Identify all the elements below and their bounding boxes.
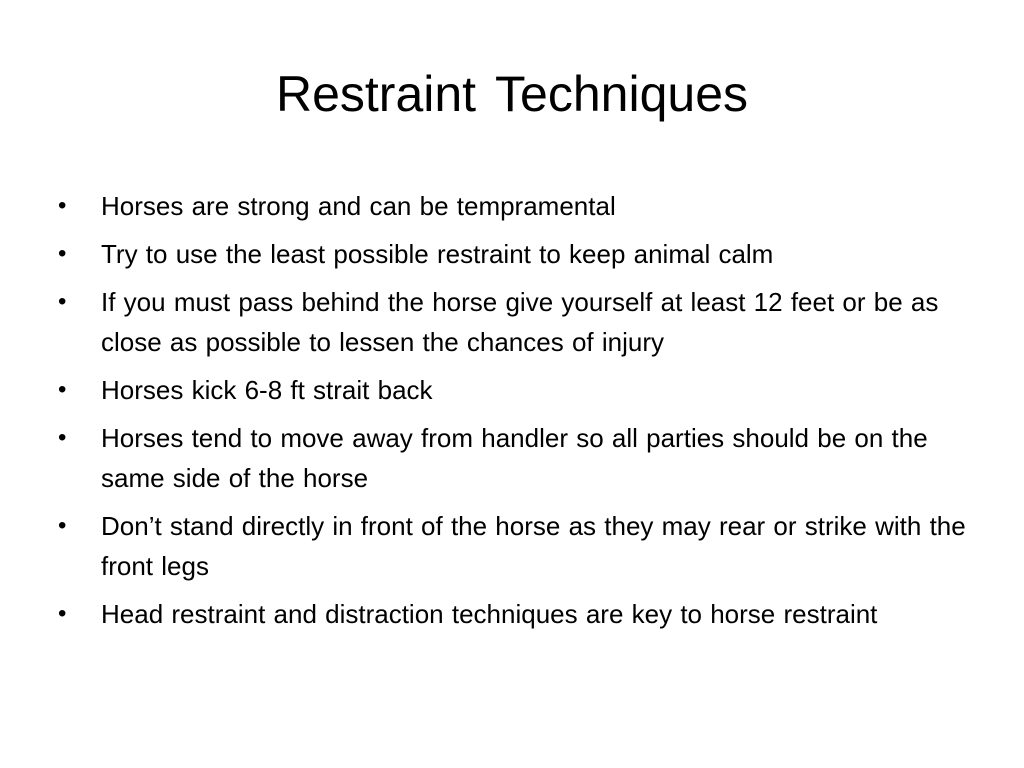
bullet-point-icon: • — [58, 424, 67, 451]
bullet-point-icon: • — [58, 240, 67, 267]
bullet-point-icon: • — [58, 512, 67, 539]
bullet-item — [58, 186, 988, 226]
bullet-text: Try to use the least possible restraint to keep animal calm — [101, 239, 774, 269]
slide-title: Restraint Techniques — [275, 66, 748, 122]
bullet-text: Head restraint and distraction techniques are key to horse restraint — [101, 599, 878, 629]
bullet-item — [58, 506, 988, 586]
bullet-item — [58, 282, 988, 362]
bullet-text: Horses are strong and can be tempramental — [101, 191, 616, 221]
bullet-list — [58, 186, 988, 642]
bullet-point-icon: • — [58, 600, 67, 627]
bullet-item — [58, 594, 988, 634]
bullet-text: Horses kick 6-8 ft strait back — [101, 375, 433, 405]
bullet-item — [58, 418, 988, 498]
bullet-point-icon: • — [58, 376, 67, 403]
bullet-point-icon: • — [58, 192, 67, 219]
bullet-text: If you must pass behind the horse give yourself at least 12 feet or be as close as possible to lessen the chances of injury — [101, 287, 939, 357]
bullet-item — [58, 234, 988, 274]
bullet-point-icon: • — [58, 288, 67, 315]
bullet-text: Don’t stand directly in front of the horse as they may rear or strike with the front legs — [101, 511, 966, 581]
bullet-text: Horses tend to move away from handler so all parties should be on the same side of the horse — [101, 423, 928, 493]
bullet-item — [58, 370, 988, 410]
